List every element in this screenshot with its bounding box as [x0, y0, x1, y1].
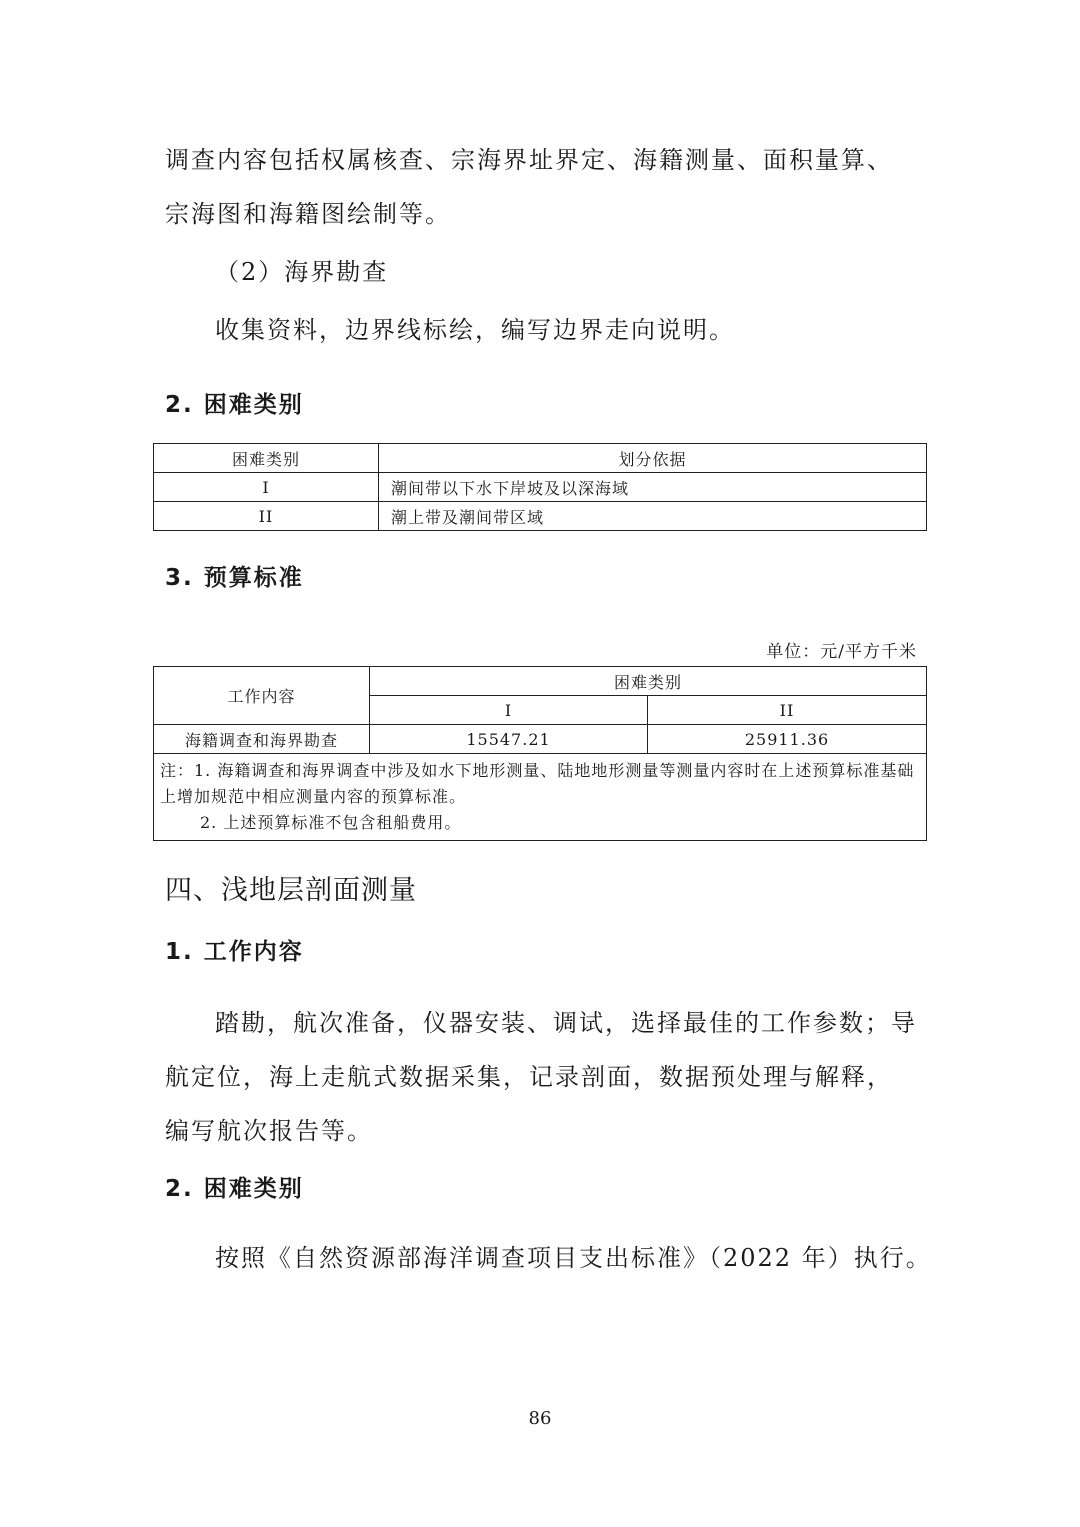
- heading-budget-standard: 3. 预算标准: [165, 565, 304, 591]
- budget-table: [153, 666, 927, 841]
- paragraph-standard-reference: 按照《自然资源部海洋调查项目支出标准》（2022 年）执行。: [215, 1244, 932, 1272]
- heading-difficulty-category-2: 2. 困难类别: [165, 1176, 304, 1202]
- subheading-boundary-survey: （2）海界勘查: [215, 258, 389, 286]
- header-difficulty: 困难类别: [154, 444, 379, 473]
- page-number: 86: [528, 1408, 552, 1429]
- heading-work-content: 1. 工作内容: [165, 939, 304, 965]
- cell-price-ii: 25911.36: [648, 725, 927, 754]
- cell-category: I: [154, 473, 379, 502]
- header-category-i: I: [370, 696, 648, 725]
- cell-category: II: [154, 502, 379, 531]
- cell-basis: 潮上带及潮间带区域: [379, 502, 927, 531]
- section-heading-shallow-profile: 四、浅地层剖面测量: [165, 875, 417, 906]
- unit-label: 单位：元/平方千米: [766, 642, 917, 662]
- heading-difficulty-category: 2. 困难类别: [165, 392, 304, 418]
- paragraph-boundary-survey: 收集资料，边界线标绘，编写边界走向说明。: [215, 316, 735, 344]
- cell-work: 海籍调查和海界勘查: [154, 725, 370, 754]
- header-difficulty: 困难类别: [370, 667, 927, 696]
- cell-price-i: 15547.21: [370, 725, 648, 754]
- paragraph-survey-content: 调查内容包括权属核查、宗海界址界定、海籍测量、面积量算、宗海图和海籍图绘制等。: [165, 146, 893, 228]
- header-category-ii: II: [648, 696, 927, 725]
- header-work-content: 工作内容: [154, 667, 370, 725]
- header-basis: 划分依据: [379, 444, 927, 473]
- note-line-1: 注：1. 海籍调查和海界调查中涉及如水下地形测量、陆地地形测量等测量内容时在上述预算标准基础上增加规范中相应测量内容的预算标准。: [160, 761, 915, 806]
- table-note: [154, 754, 927, 841]
- note-line-2: 2. 上述预算标准不包含租船费用。: [200, 813, 462, 832]
- paragraph-work-content: 踏勘，航次准备，仪器安装、调试，选择最佳的工作参数；导航定位，海上走航式数据采集，记录剖面，数据预处理与解释，编写航次报告等。: [165, 1009, 917, 1145]
- difficulty-table: [153, 443, 927, 531]
- cell-basis: 潮间带以下水下岸坡及以深海域: [379, 473, 927, 502]
